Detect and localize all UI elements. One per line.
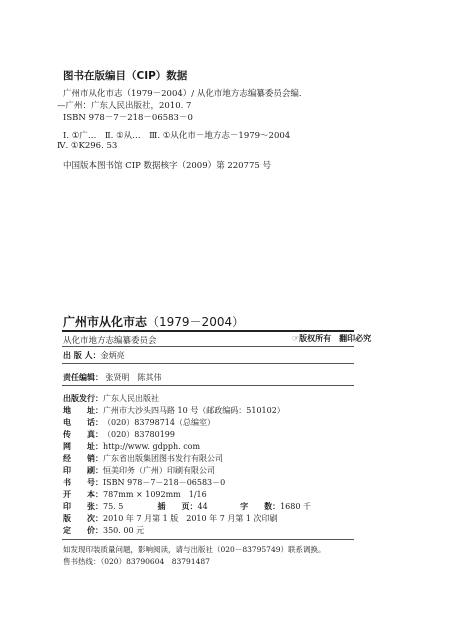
detail-row xyxy=(63,477,225,488)
detail-row xyxy=(63,441,200,452)
book-title xyxy=(63,313,244,330)
cip-line-5: Ⅳ. ①K296. 53 xyxy=(57,141,118,151)
book-title-text: 广州市从化市志 xyxy=(63,315,148,329)
notice-line-1: 如发现印装质量问题，影响阅读，请与出版社（020－83795749）联系调换。 xyxy=(63,545,326,554)
detail-value: ISBN 978－7－218－06583－0 xyxy=(103,478,226,487)
inserts-label: 插 页： xyxy=(157,502,198,511)
title-rule xyxy=(62,330,354,332)
detail-label: 电 话： xyxy=(63,418,103,427)
issue-value: 广东人民出版社 xyxy=(103,394,159,403)
issue-label: 出版发行： xyxy=(63,394,103,403)
cip-line-4: Ⅰ. ①广… Ⅱ. ①从… Ⅲ. ①从化市－地方志－1979～2004 xyxy=(63,131,291,141)
inserts-value: 44 xyxy=(197,502,208,511)
detail-value: （020）83780199 xyxy=(103,430,175,439)
detail-label: 网 址： xyxy=(63,442,103,451)
format-label: 开 本： xyxy=(63,490,103,499)
rights-notice: ☞版权所有 翻印必究 xyxy=(292,334,372,343)
cip-heading: 图书在版编目（CIP）数据 xyxy=(63,70,188,82)
format-value: 787mm × 1092mm 1/16 xyxy=(103,490,207,499)
detail-value: （020）83798714（总编室） xyxy=(103,418,215,427)
edition-value: 2010 年 7 月第 1 版 2010 年 7 月第 1 次印刷 xyxy=(103,514,278,523)
detail-row xyxy=(63,465,215,476)
editor-label: 责任编辑： xyxy=(63,373,103,382)
detail-value: 广州市大沙头四马路 10 号（邮政编码：510102） xyxy=(103,406,285,415)
detail-row xyxy=(63,405,285,416)
detail-row xyxy=(63,417,215,428)
detail-label: 书 号： xyxy=(63,478,103,487)
detail-label: 地 址： xyxy=(63,406,103,415)
edition-label: 版 次： xyxy=(63,514,103,523)
price-label: 定 价： xyxy=(63,526,103,535)
cip-line-1: 广州市从化市志（1979－2004）/ 从化市地方志编纂委员会编. xyxy=(63,89,302,99)
notice-line-2: 售书热线：（020）83790604 83791487 xyxy=(63,557,210,566)
detail-label: 经 销： xyxy=(63,454,103,463)
publisher-row xyxy=(63,350,125,361)
sheets-value: 75. 5 xyxy=(103,502,124,511)
issue-row xyxy=(63,393,159,404)
sheets-label: 印 张： xyxy=(63,502,103,511)
price-value: 350. 00 元 xyxy=(103,526,145,535)
format-row xyxy=(63,489,207,500)
cip-line-3: ISBN 978－7－218－06583－0 xyxy=(63,113,193,123)
detail-value: 广东省出版集团图书发行有限公司 xyxy=(103,454,223,463)
price-row xyxy=(63,525,144,536)
cip-line-6: 中国版本图书馆 CIP 数据核字（2009）第 220775 号 xyxy=(63,161,271,171)
detail-label: 传 真： xyxy=(63,430,103,439)
publisher-label: 出 版 人： xyxy=(63,351,101,360)
compiler-line: 从化市地方志编纂委员会 xyxy=(63,336,157,346)
detail-value: 恒美印务（广州）印刷有限公司 xyxy=(103,466,215,475)
divider xyxy=(62,385,354,386)
divider xyxy=(62,346,354,347)
words-value: 1680 千 xyxy=(280,502,311,511)
sheets-row xyxy=(63,501,311,512)
cip-line-2: —广州：广东人民出版社，2010. 7 xyxy=(57,101,192,111)
detail-row xyxy=(63,453,223,464)
book-title-years: （1979－2004） xyxy=(147,315,245,329)
detail-value: http://www. gdpph. com xyxy=(103,442,201,451)
words-label: 字 数： xyxy=(240,502,281,511)
edition-row xyxy=(63,513,278,524)
divider xyxy=(62,539,354,540)
detail-label: 印 刷： xyxy=(63,466,103,475)
editor-value: 张贤明 陈其伟 xyxy=(105,373,162,382)
editor-row xyxy=(63,372,162,383)
divider xyxy=(62,363,354,364)
publisher-value: 金炳亮 xyxy=(100,351,125,360)
detail-row xyxy=(63,429,175,440)
